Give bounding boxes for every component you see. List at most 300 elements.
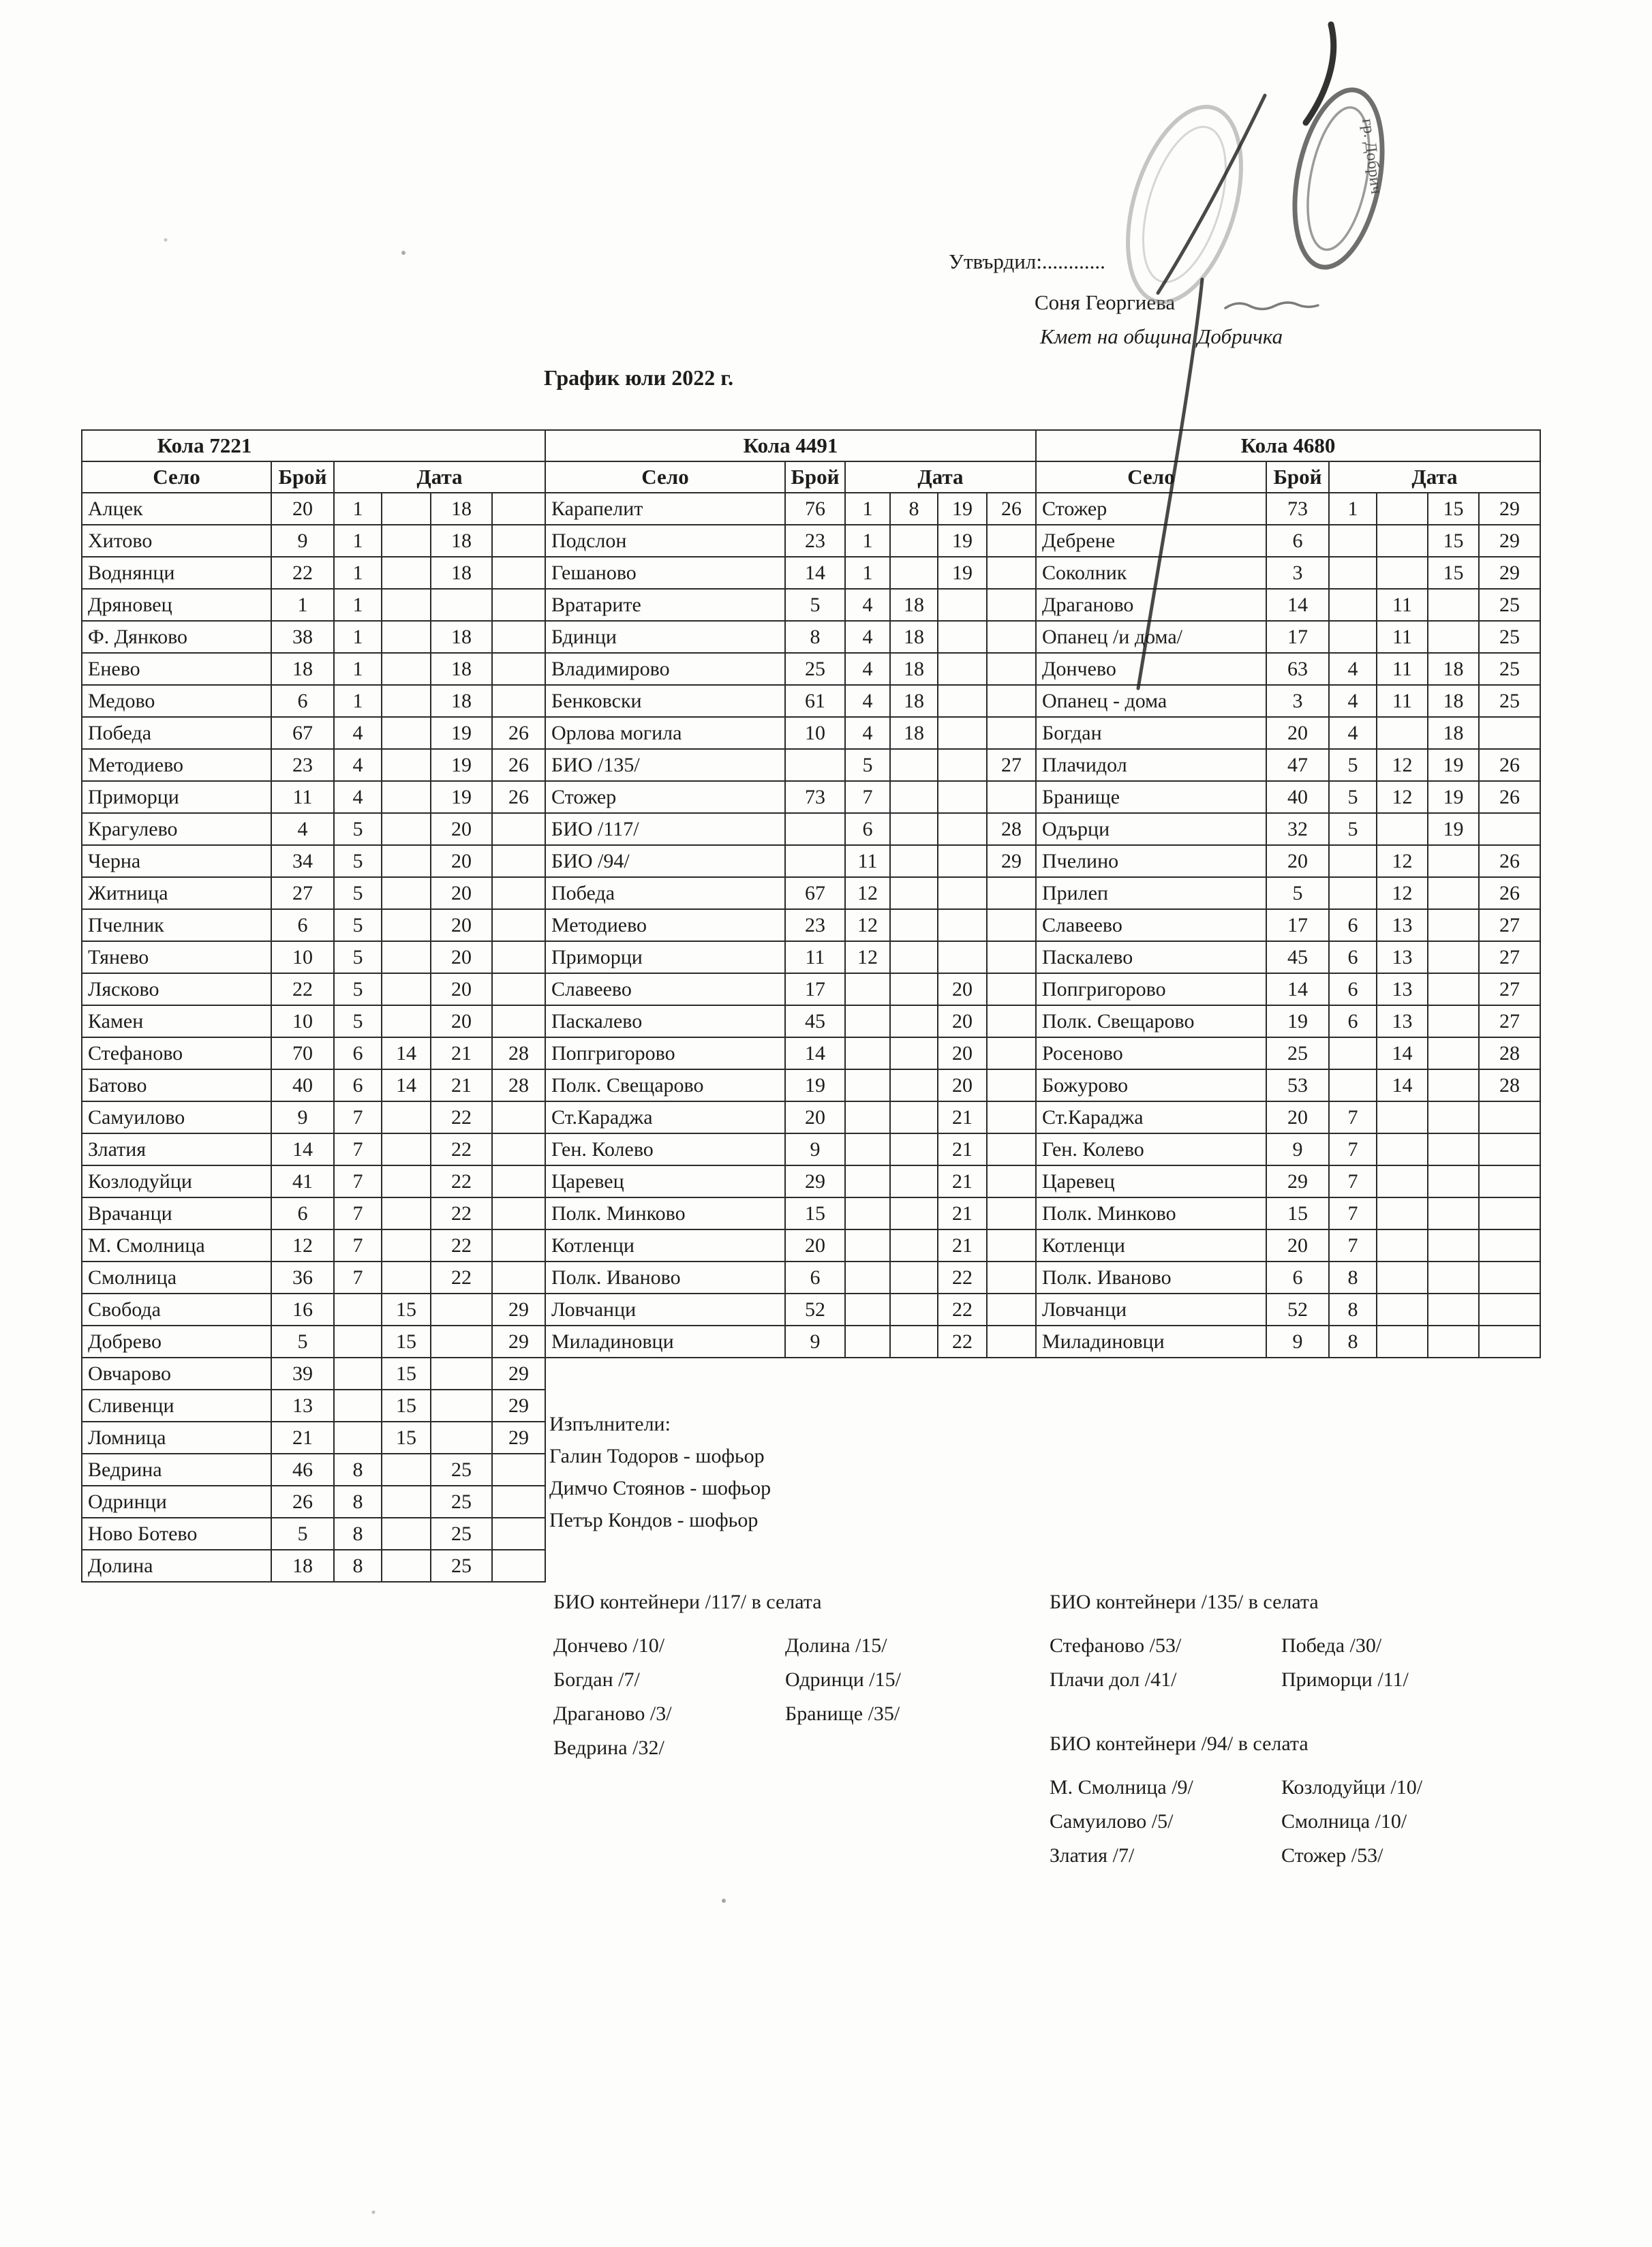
date-cell: 11 [1377,589,1428,621]
table-row [82,1326,545,1358]
village-cell: Хитово [82,525,271,557]
count-cell: 19 [1266,1005,1329,1037]
count-cell: 9 [1266,1133,1329,1165]
date-cell: 7 [334,1262,382,1294]
date-cell [1428,973,1479,1005]
date-cell: 25 [431,1454,492,1486]
village-cell: Стожер [1036,493,1266,525]
village-cell: Бдинци [545,621,785,653]
date-cell [1428,1133,1479,1165]
date-cell [987,1326,1036,1358]
count-cell: 40 [271,1069,334,1101]
table-row [82,1294,545,1326]
table-row [82,1486,545,1518]
date-cell: 4 [334,781,382,813]
date-cell [1428,1037,1479,1069]
village-cell: Алцек [82,493,271,525]
date-cell [1479,1133,1540,1165]
date-cell [845,1165,890,1197]
date-cell [1377,1133,1428,1165]
date-cell: 4 [334,717,382,749]
date-cell: 27 [1479,909,1540,941]
date-cell [845,1197,890,1229]
date-cell [492,1229,545,1262]
bio-note-item: Козлодуйци /10/ [1281,1776,1423,1799]
bio-note-117 [553,1591,901,1765]
date-cell [492,685,545,717]
date-cell [845,1262,890,1294]
date-cell [1428,1326,1479,1358]
count-cell: 52 [785,1294,845,1326]
date-cell [987,589,1036,621]
count-cell: 18 [271,1550,334,1582]
date-cell: 19 [1428,749,1479,781]
bio-note-item: Стефаново /53/ [1050,1634,1182,1657]
table-row [545,493,1036,525]
count-cell: 61 [785,685,845,717]
date-cell [938,685,987,717]
village-cell: Полк. Минково [545,1197,785,1229]
date-cell [1377,1165,1428,1197]
date-cell [334,1326,382,1358]
date-cell [1329,557,1377,589]
table-row [82,1262,545,1294]
date-cell: 21 [938,1101,987,1133]
table-row [1036,685,1540,717]
date-cell [334,1294,382,1326]
date-cell [890,1101,938,1133]
date-cell: 6 [1329,973,1377,1005]
table-row [82,685,545,717]
count-cell: 36 [271,1262,334,1294]
date-cell: 5 [334,973,382,1005]
date-cell: 20 [431,845,492,877]
village-cell: Ген. Колево [545,1133,785,1165]
date-cell: 12 [1377,749,1428,781]
date-cell: 21 [938,1229,987,1262]
date-cell: 7 [1329,1197,1377,1229]
village-cell: Самуилово [82,1101,271,1133]
date-cell: 29 [492,1358,545,1390]
date-cell: 5 [1329,781,1377,813]
date-cell [382,973,431,1005]
count-cell: 20 [1266,845,1329,877]
date-cell [1377,1262,1428,1294]
village-cell: Дебрене [1036,525,1266,557]
date-cell [382,1133,431,1165]
date-cell: 12 [1377,845,1428,877]
date-cell [987,941,1036,973]
date-cell: 21 [938,1133,987,1165]
date-cell [492,845,545,877]
count-column-header: Брой [785,461,845,493]
date-cell: 12 [845,941,890,973]
village-cell: Черна [82,845,271,877]
date-cell [1377,557,1428,589]
village-cell: Попгригорово [1036,973,1266,1005]
village-cell: Медово [82,685,271,717]
date-column-header: Дата [334,461,545,493]
count-cell: 9 [785,1326,845,1358]
date-cell: 1 [1329,493,1377,525]
bio-note-title: БИО контейнери /117/ в селата [553,1591,822,1613]
count-cell: 6 [271,1197,334,1229]
date-cell [1428,1229,1479,1262]
date-cell [334,1390,382,1422]
date-cell: 18 [431,621,492,653]
date-cell [890,1165,938,1197]
date-cell [890,845,938,877]
bio-note-list [1050,1771,1422,1873]
count-cell: 23 [785,909,845,941]
table-row [82,845,545,877]
date-cell: 8 [334,1518,382,1550]
village-cell: Ген. Колево [1036,1133,1266,1165]
date-cell: 13 [1377,941,1428,973]
date-cell [845,1133,890,1165]
date-cell: 28 [1479,1037,1540,1069]
count-cell: 6 [271,685,334,717]
date-cell: 7 [1329,1101,1377,1133]
date-cell [1479,813,1540,845]
date-cell: 22 [431,1133,492,1165]
table-row [82,589,545,621]
date-cell [382,1550,431,1582]
date-cell: 18 [431,685,492,717]
count-cell: 8 [785,621,845,653]
date-cell [1329,1037,1377,1069]
village-cell: БИО /117/ [545,813,785,845]
date-cell: 4 [334,749,382,781]
count-cell: 34 [271,845,334,877]
date-cell: 5 [334,813,382,845]
count-cell: 29 [785,1165,845,1197]
date-cell [382,653,431,685]
table-row [545,717,1036,749]
village-cell: Царевец [1036,1165,1266,1197]
village-cell: БИО /94/ [545,845,785,877]
count-cell: 25 [785,653,845,685]
table-row [82,909,545,941]
date-cell: 26 [492,749,545,781]
count-cell: 46 [271,1454,334,1486]
date-cell [987,621,1036,653]
village-cell: Ст.Караджа [1036,1101,1266,1133]
date-cell: 22 [431,1262,492,1294]
village-cell: Ловчанци [545,1294,785,1326]
date-cell: 7 [334,1101,382,1133]
column-header-row [1036,461,1540,493]
date-cell: 13 [1377,973,1428,1005]
date-cell: 20 [938,1069,987,1101]
date-cell [382,621,431,653]
bio-note-item: Смолница /10/ [1281,1810,1407,1833]
date-cell [890,1037,938,1069]
table-row [1036,525,1540,557]
date-cell [938,781,987,813]
count-cell: 22 [271,973,334,1005]
date-cell: 15 [382,1326,431,1358]
date-cell [382,1197,431,1229]
date-cell [938,621,987,653]
date-cell [987,1101,1036,1133]
table-row [1036,813,1540,845]
date-cell: 21 [938,1197,987,1229]
date-cell: 28 [492,1069,545,1101]
count-cell: 5 [1266,877,1329,909]
village-cell: Пчелник [82,909,271,941]
date-cell [987,973,1036,1005]
count-cell: 67 [785,877,845,909]
document-title: График юли 2022 г. [544,365,734,390]
date-cell: 4 [845,653,890,685]
date-cell: 4 [845,685,890,717]
date-cell: 22 [938,1326,987,1358]
table-row [545,1165,1036,1197]
date-cell [382,909,431,941]
date-cell [1479,1294,1540,1326]
bio-note-item: Самуилово /5/ [1050,1810,1174,1833]
date-cell: 1 [845,493,890,525]
table-row [545,685,1036,717]
count-cell: 13 [271,1390,334,1422]
village-cell: Паскалево [545,1005,785,1037]
date-cell: 14 [1377,1069,1428,1101]
bio-note-item: Стожер /53/ [1281,1844,1383,1867]
date-cell: 28 [987,813,1036,845]
date-cell: 28 [1479,1069,1540,1101]
date-cell: 6 [1329,909,1377,941]
count-cell: 12 [271,1229,334,1262]
date-cell: 19 [431,781,492,813]
table-row [1036,1069,1540,1101]
table-row [545,1005,1036,1037]
table-row [545,1197,1036,1229]
bio-note-title: БИО контейнери /94/ в селата [1050,1732,1309,1755]
date-cell: 18 [431,493,492,525]
table-row [545,525,1036,557]
date-cell [1329,621,1377,653]
count-cell: 20 [785,1229,845,1262]
date-cell [492,877,545,909]
table-row [1036,781,1540,813]
village-cell: Вратарите [545,589,785,621]
date-cell [492,1550,545,1582]
date-cell [987,557,1036,589]
village-cell: Прилеп [1036,877,1266,909]
date-cell [382,941,431,973]
date-cell: 1 [334,653,382,685]
table-row [1036,973,1540,1005]
count-cell: 23 [271,749,334,781]
bio-note-title: БИО контейнери /135/ в селата [1050,1591,1319,1613]
village-cell: БИО /135/ [545,749,785,781]
date-cell [890,909,938,941]
date-cell [987,1294,1036,1326]
date-cell [382,781,431,813]
date-cell [1428,1165,1479,1197]
car-label: Кола 4491 [545,430,1036,461]
village-cell: Победа [82,717,271,749]
table-row [82,1133,545,1165]
date-cell: 12 [845,877,890,909]
village-cell: Методиево [82,749,271,781]
date-cell [334,1422,382,1454]
date-cell: 19 [1428,781,1479,813]
date-cell: 8 [334,1550,382,1582]
table-row [1036,749,1540,781]
bio-note-135 [1050,1591,1409,1697]
car-header-row [1036,430,1540,461]
table-row [82,1422,545,1454]
date-cell [492,621,545,653]
date-cell [492,909,545,941]
date-cell: 11 [1377,621,1428,653]
village-cell: Смолница [82,1262,271,1294]
date-cell [431,1294,492,1326]
table-row [1036,557,1540,589]
village-cell: Батово [82,1069,271,1101]
table-row [545,1326,1036,1358]
date-cell: 15 [382,1390,431,1422]
village-cell: Опанец - дома [1036,685,1266,717]
village-cell: Подслон [545,525,785,557]
table-row [82,1005,545,1037]
count-cell: 45 [785,1005,845,1037]
date-cell: 20 [938,1005,987,1037]
village-cell: Добрево [82,1326,271,1358]
village-column-header: Село [545,461,785,493]
date-cell: 26 [1479,845,1540,877]
date-cell [492,1486,545,1518]
count-cell: 52 [1266,1294,1329,1326]
table-row [545,845,1036,877]
village-cell: Ловчанци [1036,1294,1266,1326]
date-cell: 7 [1329,1133,1377,1165]
village-cell: Царевец [545,1165,785,1197]
date-cell: 18 [431,557,492,589]
table-row [545,653,1036,685]
count-cell: 25 [1266,1037,1329,1069]
date-cell [987,685,1036,717]
date-cell: 19 [938,525,987,557]
table-row [82,1101,545,1133]
date-cell: 27 [1479,1005,1540,1037]
count-cell: 26 [271,1486,334,1518]
village-cell: Свобода [82,1294,271,1326]
date-cell [1479,1165,1540,1197]
table-row [545,909,1036,941]
village-cell: Котленци [545,1229,785,1262]
date-cell [938,909,987,941]
date-cell: 28 [492,1037,545,1069]
date-cell: 14 [382,1037,431,1069]
bio-note-item: М. Смолница /9/ [1050,1776,1193,1799]
village-cell: Росеново [1036,1037,1266,1069]
table-row [82,1197,545,1229]
date-cell [987,1133,1036,1165]
village-cell: Врачанци [82,1197,271,1229]
count-cell: 38 [271,621,334,653]
date-cell [987,1229,1036,1262]
bio-note-item: Долина /15/ [785,1634,887,1657]
date-cell [845,1069,890,1101]
date-cell [987,717,1036,749]
bio-note-item: Драганово /3/ [553,1702,672,1725]
count-cell: 73 [785,781,845,813]
date-cell: 1 [334,493,382,525]
approver-name: Соня Георгиева [1035,290,1176,314]
village-cell: Владимирово [545,653,785,685]
date-cell [987,1005,1036,1037]
table-row [1036,717,1540,749]
date-cell [890,973,938,1005]
date-cell: 11 [1377,685,1428,717]
date-cell: 15 [382,1422,431,1454]
date-cell: 26 [1479,781,1540,813]
table-row [82,1069,545,1101]
date-cell: 15 [1428,525,1479,557]
date-cell [1428,589,1479,621]
date-cell: 7 [845,781,890,813]
village-cell: М. Смолница [82,1229,271,1262]
date-cell [845,1101,890,1133]
column-header-row [545,461,1036,493]
date-cell [890,877,938,909]
count-cell: 45 [1266,941,1329,973]
date-cell [492,493,545,525]
table-row [545,1037,1036,1069]
executors-title: Изпълнители: [549,1413,671,1435]
date-cell: 1 [334,525,382,557]
table-row [82,1229,545,1262]
count-cell: 6 [1266,1262,1329,1294]
bio-note-item: Дончево /10/ [553,1634,665,1657]
village-cell: Приморци [545,941,785,973]
date-cell [1377,493,1428,525]
date-cell: 4 [1329,685,1377,717]
date-cell [382,589,431,621]
executor-name: Петър Кондов - шофьор [549,1509,759,1531]
village-cell: Овчарово [82,1358,271,1390]
bio-note-item: Победа /30/ [1281,1634,1382,1657]
village-cell: Одърци [1036,813,1266,845]
village-cell: Полк. Иваново [545,1262,785,1294]
date-cell: 27 [987,749,1036,781]
date-cell: 5 [334,877,382,909]
date-cell [890,1133,938,1165]
date-cell: 19 [431,749,492,781]
village-cell: Полк. Свещарово [1036,1005,1266,1037]
bio-note-list [553,1629,901,1765]
date-cell: 27 [1479,941,1540,973]
date-cell [845,1326,890,1358]
date-cell [1329,525,1377,557]
count-cell: 15 [785,1197,845,1229]
date-cell [382,557,431,589]
table-row [1036,1165,1540,1197]
date-cell [492,1454,545,1486]
count-cell: 5 [785,589,845,621]
date-cell: 7 [334,1197,382,1229]
table-row [82,493,545,525]
date-cell: 12 [1377,877,1428,909]
date-cell [987,1262,1036,1294]
count-cell: 11 [271,781,334,813]
date-cell: 7 [1329,1229,1377,1262]
count-cell: 1 [271,589,334,621]
count-cell: 39 [271,1358,334,1390]
